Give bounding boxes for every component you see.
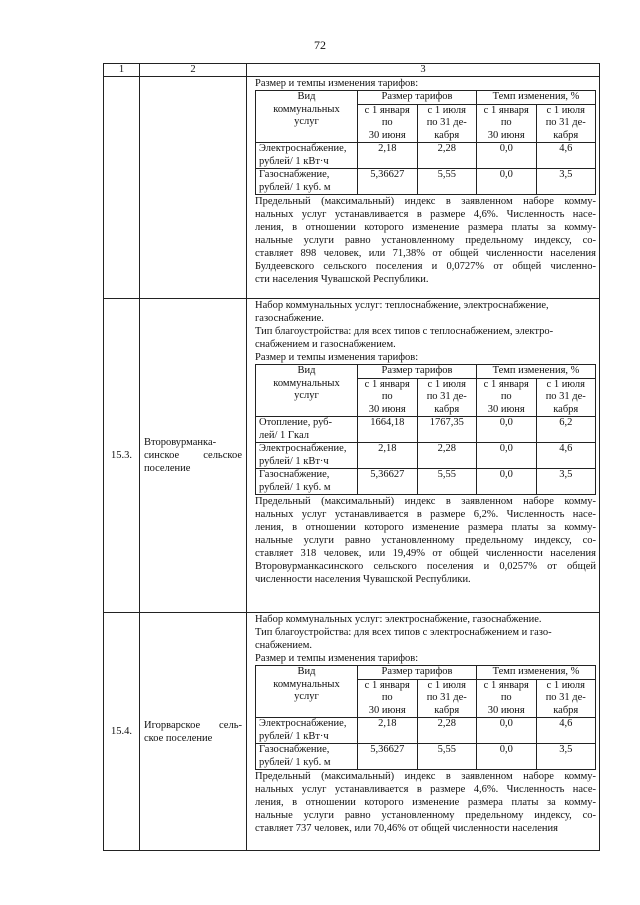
- period-header-line: 30 июня: [368, 704, 406, 716]
- summary-text: ления, в отношении которого изменение размера платы за комму-: [255, 222, 596, 233]
- settlement-name-line: поселение: [144, 463, 191, 474]
- summary-text: нальные услуги равно установленному предельному индексу, со-: [255, 810, 596, 821]
- service-kind-header-line: коммунальных: [273, 377, 340, 389]
- service-kind-header: [256, 91, 358, 143]
- period-header-line: по: [381, 692, 393, 703]
- tariff-value: 0,0: [477, 469, 537, 495]
- service-kind-header-line: коммунальных: [273, 103, 340, 115]
- tariff-value: 2,18: [358, 143, 418, 169]
- tariff-value: 2,18: [358, 443, 418, 469]
- intro-text: Размер и темпы изменения тарифов:: [255, 78, 419, 89]
- tariff-table: [255, 90, 596, 195]
- header-col-2: 2: [140, 64, 247, 77]
- service-kind-header-line: услуг: [294, 691, 319, 702]
- summary-text: нальных услуг устанавливается в размере 4,6%. Численность насе-: [255, 784, 596, 795]
- period-header-line: по 31 де-: [545, 692, 586, 703]
- service-kind-header: [256, 666, 358, 718]
- period-header: [536, 378, 596, 417]
- row-content: [247, 613, 600, 851]
- period-header-line: с 1 июля: [427, 104, 466, 116]
- service-name: [256, 744, 358, 770]
- summary-text: Предельный (максимальный) индекс в заявленном наборе комму-: [255, 196, 596, 207]
- tariff-value: 5,55: [417, 744, 477, 770]
- period-header-line: по 31 де-: [426, 692, 467, 703]
- period-header-line: с 1 января: [483, 679, 529, 691]
- period-header-line: с 1 июля: [546, 378, 585, 390]
- tariff-value: 3,5: [536, 744, 596, 770]
- service-name-line: Электроснабжение,: [259, 718, 347, 729]
- main-table: [103, 63, 600, 851]
- intro-text: Набор коммунальных услуг: электроснабжение, газоснабжение.: [255, 614, 542, 625]
- period-header-line: 30 июня: [368, 129, 406, 141]
- period-header: [358, 378, 418, 417]
- summary-text: сти населения Чувашской Республики.: [255, 274, 429, 285]
- summary-text: ления, в отношении которого изменение размера платы за комму-: [255, 522, 596, 533]
- service-name: [256, 443, 358, 469]
- service-kind-header-line: коммунальных: [273, 678, 340, 690]
- tariff-size-header: Размер тарифов: [358, 91, 477, 105]
- period-header-line: с 1 июля: [546, 104, 585, 116]
- period-header: [536, 679, 596, 718]
- summary-text: численности населения Чувашской Республики.: [255, 574, 471, 585]
- period-header-line: 30 июня: [487, 704, 525, 716]
- row-block-1: [104, 77, 600, 299]
- service-name-line: лей/ 1 Гкал: [259, 429, 309, 441]
- period-header-line: 30 июня: [368, 403, 406, 415]
- tariff-row: [256, 169, 596, 195]
- period-header-line: с 1 января: [364, 679, 410, 691]
- period-header-line: кабря: [434, 129, 460, 141]
- service-kind-header-line: Вид: [297, 365, 316, 376]
- period-header-line: по: [381, 391, 393, 402]
- tariff-table: [255, 364, 596, 495]
- tariff-value: 3,5: [536, 169, 596, 195]
- header-col-3: 3: [247, 64, 600, 77]
- change-rate-header: Темп изменения, %: [477, 91, 596, 105]
- intro-text: газоснабжение.: [255, 313, 324, 324]
- tariff-value: 4,6: [536, 718, 596, 744]
- period-header-line: по: [381, 117, 393, 128]
- period-header-line: кабря: [553, 129, 579, 141]
- row-number: 15.3.: [104, 299, 140, 613]
- summary-text: Предельный (максимальный) индекс в заявленном наборе комму-: [255, 771, 596, 782]
- service-kind-header-line: услуг: [294, 116, 319, 127]
- tariff-value: 6,2: [536, 417, 596, 443]
- intro-text: снабжением и газоснабжением.: [255, 339, 396, 350]
- period-header-line: кабря: [553, 704, 579, 716]
- tariff-value: 4,6: [536, 443, 596, 469]
- period-header-line: по: [500, 391, 512, 402]
- summary-text: нальные услуги равно установленному предельному индексу, со-: [255, 535, 596, 546]
- period-header: [417, 378, 477, 417]
- service-name: [256, 417, 358, 443]
- row-block-2: [104, 299, 600, 613]
- period-header-line: 30 июня: [487, 129, 525, 141]
- settlement-name: [140, 299, 247, 613]
- tariff-value: 5,36627: [358, 744, 418, 770]
- service-name-line: Отопление, руб-: [259, 417, 333, 428]
- intro-text: снабжением.: [255, 640, 312, 651]
- period-header: [477, 378, 537, 417]
- row-content: [247, 299, 600, 613]
- header-col-1: 1: [104, 64, 140, 77]
- summary-text: ставляет 318 человек, или 19,49% от общей численности населения: [255, 548, 596, 559]
- period-header-line: с 1 июля: [546, 679, 585, 691]
- row-block-3: [104, 613, 600, 851]
- service-name: [256, 469, 358, 495]
- period-header-line: по 31 де-: [426, 117, 467, 128]
- summary-text: Булдеевского сельского поселения и 0,0727% от общей численно-: [255, 261, 596, 272]
- summary-text: ставляет 737 человек, или 70,46% от общей численности населения: [255, 823, 558, 834]
- period-header-line: по: [500, 117, 512, 128]
- change-rate-header: Темп изменения, %: [477, 365, 596, 379]
- period-header: [358, 104, 418, 143]
- service-name: [256, 143, 358, 169]
- intro-text: Тип благоустройства: для всех типов с электроснабжением и газо-: [255, 627, 552, 638]
- tariff-value: 5,36627: [358, 469, 418, 495]
- intro-text: Размер и темпы изменения тарифов:: [255, 653, 419, 664]
- tariff-value: 0,0: [477, 443, 537, 469]
- period-header-line: 30 июня: [487, 403, 525, 415]
- service-name-line: Электроснабжение,: [259, 443, 347, 454]
- tariff-value: 4,6: [536, 143, 596, 169]
- settlement-name-line: Второвурманка-: [144, 437, 217, 448]
- service-name-line: Электроснабжение,: [259, 143, 347, 154]
- period-header: [417, 104, 477, 143]
- period-header-line: кабря: [434, 704, 460, 716]
- period-header-line: кабря: [553, 403, 579, 415]
- service-name-line: рублей/ 1 куб. м: [259, 481, 331, 493]
- service-name-line: рублей/ 1 кВт·ч: [259, 730, 329, 742]
- tariff-row: [256, 443, 596, 469]
- tariff-value: 0,0: [477, 744, 537, 770]
- tariff-row: [256, 744, 596, 770]
- intro-text: Набор коммунальных услуг: теплоснабжение, электроснабжение,: [255, 300, 549, 311]
- tariff-value: 0,0: [477, 169, 537, 195]
- settlement-name-line: Игорварское сель-: [144, 719, 242, 731]
- tariff-row: [256, 469, 596, 495]
- tariff-row: [256, 718, 596, 744]
- period-header-line: с 1 января: [364, 378, 410, 390]
- tariff-size-header: Размер тарифов: [358, 365, 477, 379]
- tariff-size-header: Размер тарифов: [358, 666, 477, 680]
- service-kind-header: [256, 365, 358, 417]
- service-name: [256, 718, 358, 744]
- summary-text: ления, в отношении которого изменение размера платы за комму-: [255, 797, 596, 808]
- period-header-line: с 1 июля: [427, 378, 466, 390]
- summary-text: нальных услуг устанавливается в размере 4,6%. Численность насе-: [255, 209, 596, 220]
- page-number: 72: [314, 38, 326, 52]
- service-name-line: Газоснабжение,: [259, 169, 330, 180]
- tariff-value: 0,0: [477, 417, 537, 443]
- settlement-name: [140, 77, 247, 299]
- tariff-value: 2,28: [417, 443, 477, 469]
- period-header-line: по 31 де-: [426, 391, 467, 402]
- summary-text: нальных услуг устанавливается в размере 6,2%. Численность насе-: [255, 509, 596, 520]
- tariff-value: 1664,18: [358, 417, 418, 443]
- summary-text: ставляет 898 человек, или 71,38% от общей численности населения: [255, 248, 596, 259]
- period-header-line: с 1 января: [483, 378, 529, 390]
- service-name: [256, 169, 358, 195]
- row-content: [247, 77, 600, 299]
- header-row: [104, 64, 600, 77]
- tariff-value: 2,18: [358, 718, 418, 744]
- tariff-value: 2,28: [417, 143, 477, 169]
- tariff-value: 3,5: [536, 469, 596, 495]
- period-header-line: по 31 де-: [545, 391, 586, 402]
- period-header-line: с 1 января: [364, 104, 410, 116]
- tariff-value: 0,0: [477, 718, 537, 744]
- tariff-row: [256, 143, 596, 169]
- summary-text: Второвурманкасинского сельского поселения и 0,0257% от общей: [255, 561, 596, 572]
- intro-text: Тип благоустройства: для всех типов с теплоснабжением, электро-: [255, 326, 554, 337]
- period-header: [536, 104, 596, 143]
- period-header-line: с 1 января: [483, 104, 529, 116]
- settlement-name: [140, 613, 247, 851]
- summary-text: Предельный (максимальный) индекс в заявленном наборе комму-: [255, 496, 596, 507]
- service-name-line: рублей/ 1 кВт·ч: [259, 455, 329, 467]
- service-name-line: Газоснабжение,: [259, 744, 330, 755]
- service-name-line: рублей/ 1 куб. м: [259, 181, 331, 193]
- period-header: [477, 104, 537, 143]
- service-kind-header-line: Вид: [297, 91, 316, 102]
- tariff-table: [255, 665, 596, 770]
- service-name-line: рублей/ 1 кВт·ч: [259, 155, 329, 167]
- service-kind-header-line: услуг: [294, 390, 319, 401]
- tariff-value: 5,55: [417, 469, 477, 495]
- service-kind-header-line: Вид: [297, 666, 316, 677]
- period-header: [417, 679, 477, 718]
- row-number: 15.4.: [104, 613, 140, 851]
- period-header: [477, 679, 537, 718]
- row-number: [104, 77, 140, 299]
- tariff-value: 2,28: [417, 718, 477, 744]
- settlement-name-line: ское поселение: [144, 732, 213, 744]
- intro-text: Размер и темпы изменения тарифов:: [255, 352, 419, 363]
- settlement-name-line: синское сельское: [144, 450, 242, 461]
- tariff-row: [256, 417, 596, 443]
- summary-text: нальные услуги равно установленному предельному индексу, со-: [255, 235, 596, 246]
- tariff-value: 5,36627: [358, 169, 418, 195]
- period-header-line: с 1 июля: [427, 679, 466, 691]
- period-header-line: по: [500, 692, 512, 703]
- period-header-line: кабря: [434, 403, 460, 415]
- tariff-value: 1767,35: [417, 417, 477, 443]
- tariff-value: 0,0: [477, 143, 537, 169]
- period-header-line: по 31 де-: [545, 117, 586, 128]
- period-header: [358, 679, 418, 718]
- service-name-line: Газоснабжение,: [259, 469, 330, 480]
- tariff-value: 5,55: [417, 169, 477, 195]
- service-name-line: рублей/ 1 куб. м: [259, 756, 331, 768]
- change-rate-header: Темп изменения, %: [477, 666, 596, 680]
